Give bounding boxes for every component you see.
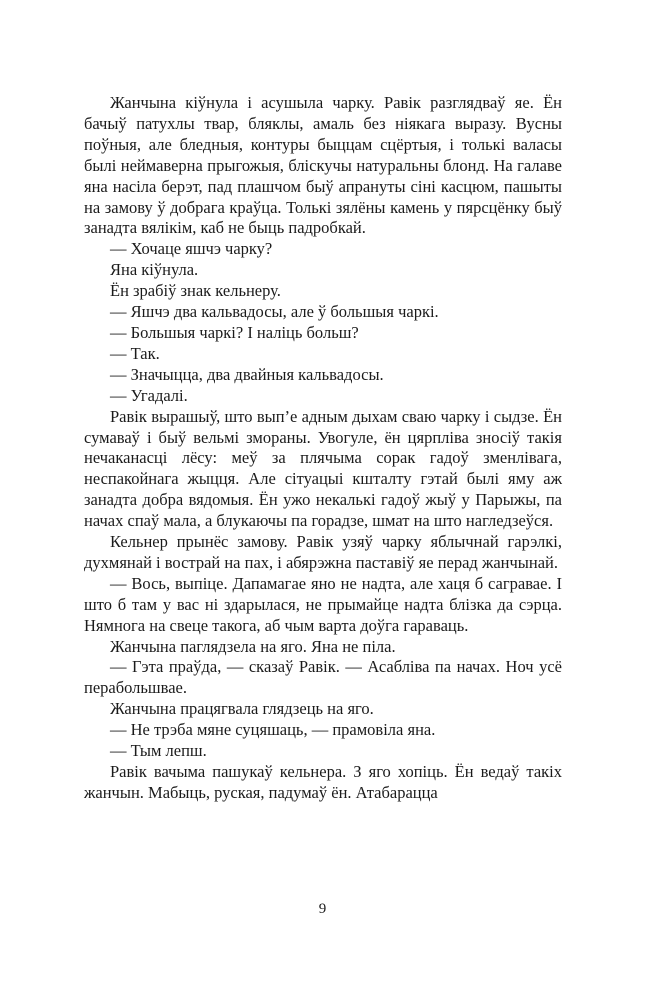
paragraph: — Гэта праўда, — сказаў Равік. — Асабліва па начах. Ноч усё перабольшвае. (84, 657, 562, 698)
text-block (84, 93, 562, 804)
paragraph: Жанчына працягвала глядзець на яго. (110, 699, 374, 719)
paragraph: — Яшчэ два кальвадосы, але ў большыя чаркі. (110, 302, 439, 322)
page-number: 9 (318, 901, 327, 917)
paragraph: — Тым лепш. (110, 741, 207, 761)
paragraph: — Вось, выпіце. Дапамагае яно не надта, але хаця б сагравае. І што б там у вас ні здарылася, не прымайце надта блізка да сэрца. Нямнога на свеце такога, аб чым варта доўга гараваць. (84, 573, 562, 635)
paragraph: Жанчына паглядзела на яго. Яна не піла. (110, 636, 396, 656)
paragraph: — Хочаце яшчэ чарку? (110, 239, 273, 259)
paragraph: — Большыя чаркі? І наліць больш? (110, 322, 359, 342)
paragraph: Кельнер прынёс замову. Равік узяў чарку яблычнай гарэлкі, духмянай і вострай на пах, і абярэжна паставіў яе перад жанчынай. (84, 532, 562, 572)
paragraph: Жанчына кіўнула і асушыла чарку. Равік разглядваў яе. Ён бачыў патухлы твар, бляклы, амаль без ніякага выразу. Вусны поўныя, але бледныя, контуры быццам сцёртыя, і толькі валасы былі неймаверна прыгожыя, бліскучы натуральны блонд. На галаве яна насіла берэт, пад плашчом быў апрануты сіні касцюм, пашыты на замову ў добрага краўца. Толькі зялёны камень у пярсцёнку быў занадта вялікім, каб не быць падробкай. (84, 93, 562, 238)
paragraph: — Значыцца, два двайныя кальвадосы. (110, 364, 384, 384)
paragraph: — Не трэба мяне суцяшаць, — прамовіла яна. (110, 720, 436, 740)
paragraph: — Угадалі. (110, 385, 188, 405)
paragraph: Ён зрабіў знак кельнеру. (110, 281, 281, 301)
paragraph: Равік вырашыў, што вып’е адным дыхам сваю чарку і сыдзе. Ён сумаваў і быў вельмі змораны. Увогуле, ён цярпліва зносіў такія нечаканасці лёсу: меў за плячыма сорак гадоў зменлівага, неспакойнага жыцця. Але сітуацыі кшталту гэтай былі яму аж занадта добра вядомыя. Ён ужо некалькі гадоў жыў у Парыжы, па начах спаў мала, а блукаючы па горадзе, шмат на што нагледзеўся. (84, 406, 562, 531)
paragraph: Равік вачыма пашукаў кельнера. З яго хопіць. Ён ведаў такіх жанчын. Мабыць, руская, падумаў ён. Атабарацца (84, 762, 562, 802)
paragraph: — Так. (110, 343, 160, 363)
paragraph: Яна кіўнула. (110, 260, 199, 280)
